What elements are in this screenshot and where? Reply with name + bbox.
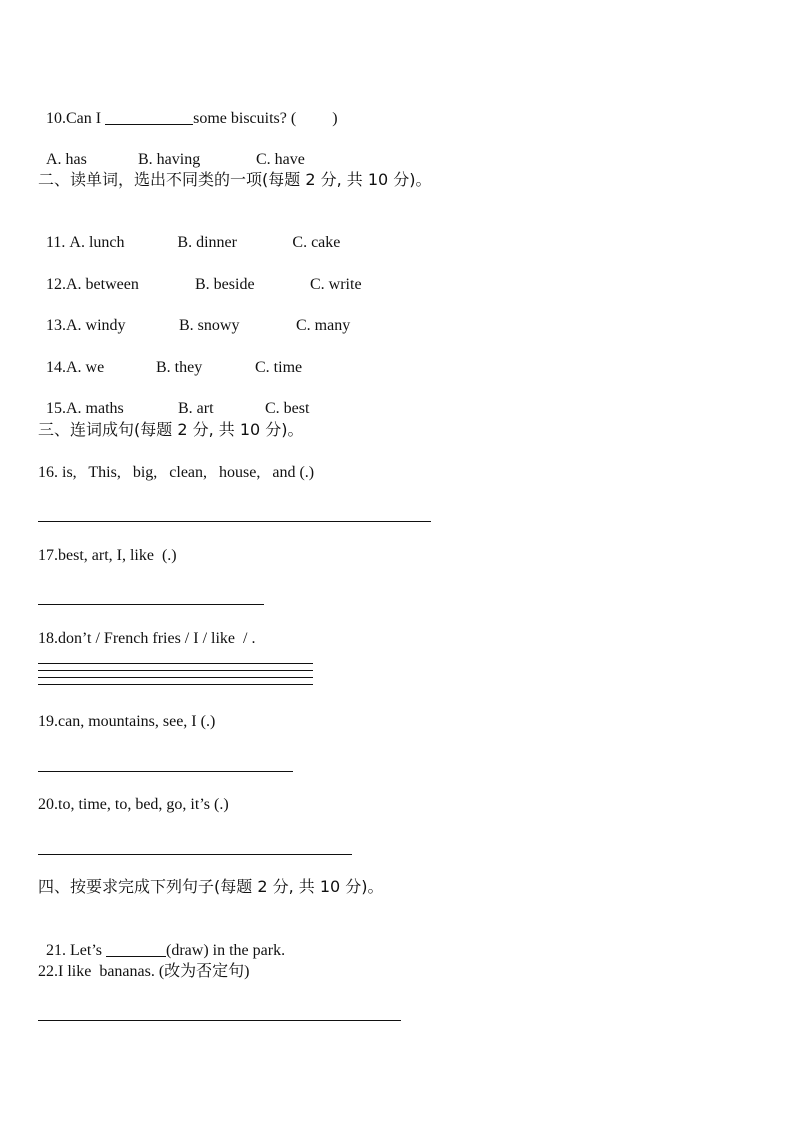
question-22: 22.I like bananas. (改为否定句): [38, 963, 250, 980]
q20-answer-line[interactable]: [38, 854, 352, 855]
q19-answer-line[interactable]: [38, 771, 293, 772]
q16-answer-line[interactable]: [38, 521, 431, 522]
q10-option-c: C. have: [256, 151, 305, 168]
question-10: [38, 88, 338, 129]
question-11: [38, 213, 340, 253]
section-3-heading: 三、连词成句(每题 2 分, 共 10 分)。: [38, 420, 304, 439]
question-12: [38, 255, 362, 295]
q12-option-c: C. write: [310, 276, 362, 293]
question-20: 20.to, time, to, bed, go, it’s (.): [38, 796, 229, 813]
q10-close: ): [332, 110, 338, 127]
q14-option-c: C. time: [255, 359, 303, 376]
q12-number: 12.: [46, 276, 66, 293]
q12-option-b: B. beside: [195, 276, 255, 293]
q10-options: [38, 130, 305, 170]
q18-answer-lines[interactable]: [38, 663, 313, 691]
q13-option-b: B. snowy: [179, 317, 240, 334]
q11-option-c: C. cake: [292, 234, 341, 251]
section-4-heading: 四、按要求完成下列句子(每题 2 分, 共 10 分)。: [38, 877, 384, 896]
q14-option-a: A. we: [66, 359, 105, 376]
q14-option-b: B. they: [156, 359, 203, 376]
q15-option-b: B. art: [178, 400, 214, 417]
q13-number: 13.: [46, 317, 66, 334]
question-13: [38, 296, 350, 336]
q13-option-a: A. windy: [66, 317, 126, 334]
q10-option-b: B. having: [138, 151, 201, 168]
q13-option-c: C. many: [296, 317, 351, 334]
question-16: 16. is, This, big, clean, house, and (.): [38, 464, 315, 481]
q10-answer-blank[interactable]: [105, 108, 193, 125]
q10-stem: 10.Can I: [46, 110, 106, 127]
q15-option-a: A. maths: [66, 400, 124, 417]
q10-tail: some biscuits? (: [193, 110, 297, 127]
q21-tail: (draw) in the park.: [166, 942, 286, 959]
q10-option-a: A. has: [46, 151, 87, 168]
question-14: [38, 338, 302, 378]
q11-number: 11.: [46, 234, 70, 251]
question-18: 18.don’t / French fries / I / like / .: [38, 630, 256, 647]
question-21: [38, 920, 285, 961]
q21-stem: 21. Let’s: [46, 942, 106, 959]
q14-number: 14.: [46, 359, 66, 376]
q22-answer-line[interactable]: [38, 1020, 401, 1021]
q21-answer-blank[interactable]: [106, 940, 166, 957]
q15-option-c: C. best: [265, 400, 310, 417]
q12-option-a: A. between: [66, 276, 139, 293]
question-19: 19.can, mountains, see, I (.): [38, 713, 216, 730]
q15-number: 15.: [46, 400, 66, 417]
section-2-heading: 二、读单词，选出不同类的一项(每题 2 分, 共 10 分)。: [38, 170, 432, 189]
q17-answer-line[interactable]: [38, 604, 264, 605]
q11-option-a: A. lunch: [69, 234, 125, 251]
question-15: [38, 379, 309, 419]
q11-option-b: B. dinner: [177, 234, 237, 251]
question-17: 17.best, art, I, like (.): [38, 547, 177, 564]
